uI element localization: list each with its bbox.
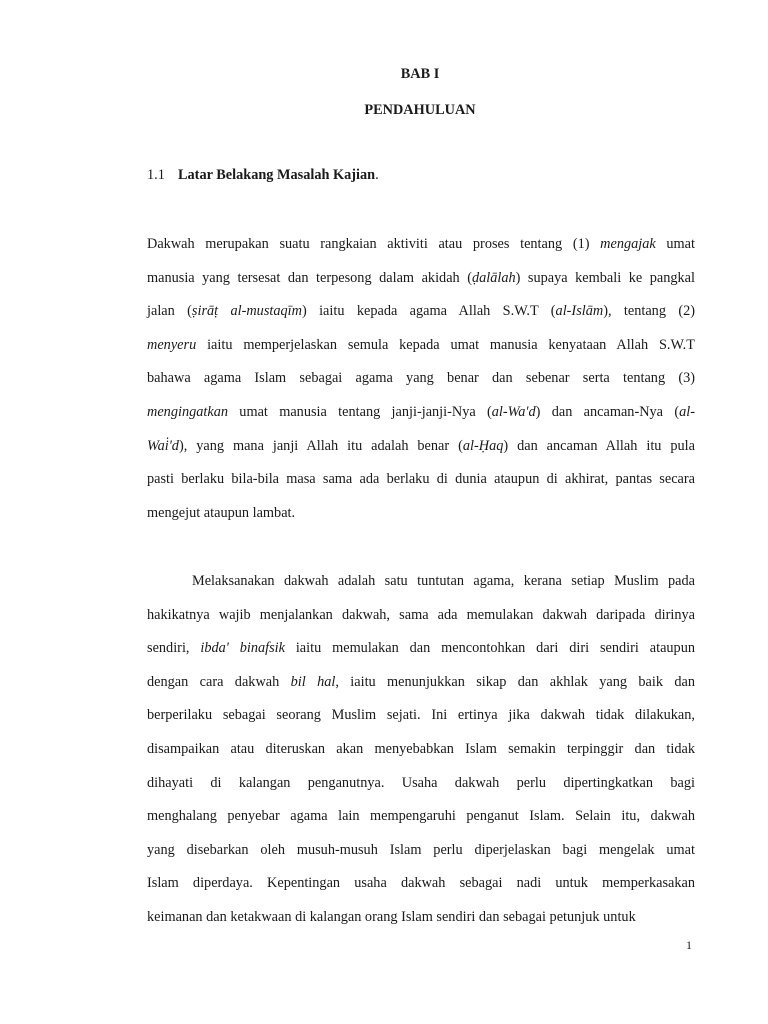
paragraph-2 [147,565,695,935]
italic-term: mengajak [600,236,656,252]
text-run: keimanan dan ketakwaan di kalangan orang Islam sendiri dan sebagai petunjuk untuk [147,908,636,925]
italic-term: bil hal [290,673,336,690]
text-line [147,329,695,363]
text-run: mengejut ataupun lambat. [147,504,296,521]
chapter-label: BAB I [400,66,440,82]
text-run: Melaksanakan dakwah adalah satu tuntutan agama, kerana setiap Muslim pada [192,573,695,589]
text-run: hakikatnya wajib menjalankan dakwah, sama ada memulakan dakwah daripada dirinya [147,606,695,623]
text-run: Dakwah merupakan suatu rangkaian aktiviti atau proses tentang (1) [147,236,601,252]
text-line [147,834,695,868]
text-run: dihayati di kalangan penganutnya. Usaha dakwah perlu dipertingkatkan bagi [147,774,695,791]
text-run: dengan cara dakwah [147,673,291,690]
chapter-title: PENDAHULUAN [364,102,476,118]
section-number: 1.1 [147,167,165,183]
section-title: Latar Belakang Masalah Kajian [178,167,376,183]
section-heading [147,167,379,184]
text-line [147,599,695,633]
text-line [147,901,695,935]
text-run: berperilaku sebagai seorang Muslim sejati. Ini ertinya jika dakwah tidak dilakukan, [147,707,695,724]
text-run: ) supaya kembali ke pangkal [515,269,695,286]
text-line [147,463,695,497]
text-run: manusia yang tersesat dan terpesong dalam akidah ( [147,269,472,286]
text-run: iaitu memulakan dan mencontohkan dari diri sendiri ataupun [284,640,696,657]
text-line [147,767,695,801]
italic-term: al-Islām [555,303,604,320]
text-line [147,666,695,700]
text-run: menghalang penyebar agama lain mempengaruhi penganut Islam. Selain itu, dakwah [147,808,695,825]
text-line [147,262,695,296]
section-title-suffix: . [375,167,379,183]
text-line [147,733,695,767]
text-run: , iaitu menunjukkan sikap dan akhlak yang baik dan [335,673,695,690]
italic-term: al- [679,403,695,420]
page-number: 1 [686,938,692,952]
italic-term: Wai̇'d [147,437,179,454]
text-run: ), tentang (2) [603,303,695,320]
italic-term: ibda' binafsik [200,640,285,657]
text-run: ) iaitu kepada agama Allah S.W.T ( [301,303,556,320]
text-run: iaitu memperjelaskan semula kepada umat manusia kenyataan Allah S.W.T [196,336,695,353]
text-line [147,396,695,430]
text-line [147,565,695,599]
italic-term: al-Wa'd [491,403,536,420]
text-run: yang disebarkan oleh musuh-musuh Islam perlu diperjelaskan bagi mengelak umat [147,841,695,858]
text-line [147,362,695,396]
text-line [147,800,695,834]
text-line [147,228,695,262]
text-line [147,632,695,666]
text-line [147,867,695,901]
text-run: ) dan ancaman Allah itu pula [503,437,695,454]
text-line [147,497,695,531]
text-run: umat [655,236,695,252]
text-run: ) dan ancaman-Nya ( [535,403,680,420]
text-line [147,699,695,733]
text-run: disampaikan atau diteruskan akan menyebabkan Islam semakin terpinggir dan tidak [147,740,695,757]
text-line [147,430,695,464]
paragraph-1 [147,228,695,530]
italic-term: mengingatkan [147,403,228,420]
text-line [147,295,695,329]
text-run: bahawa agama Islam sebagai agama yang benar dan sebenar serta tentang (3) [147,370,695,387]
text-run: sendiri, [147,640,201,657]
text-run: pasti berlaku bila-bila masa sama ada berlaku di dunia ataupun di akhirat, pantas secara [147,471,695,488]
italic-term: al-Ḥaq [462,437,504,454]
text-run: umat manusia tentang janji-janji-Nya ( [228,403,492,420]
text-run: jalan ( [147,303,192,320]
italic-term: ṣirāṭ al-mustaqīm [191,303,302,320]
text-run: Islam diperdaya. Kepentingan usaha dakwah sebagai nadi untuk memperkasakan [147,875,695,892]
text-run: ), yang mana janji Allah itu adalah benar ( [178,437,463,454]
italic-term: ḍalālah [471,269,516,286]
italic-term: menyeru [147,336,197,353]
